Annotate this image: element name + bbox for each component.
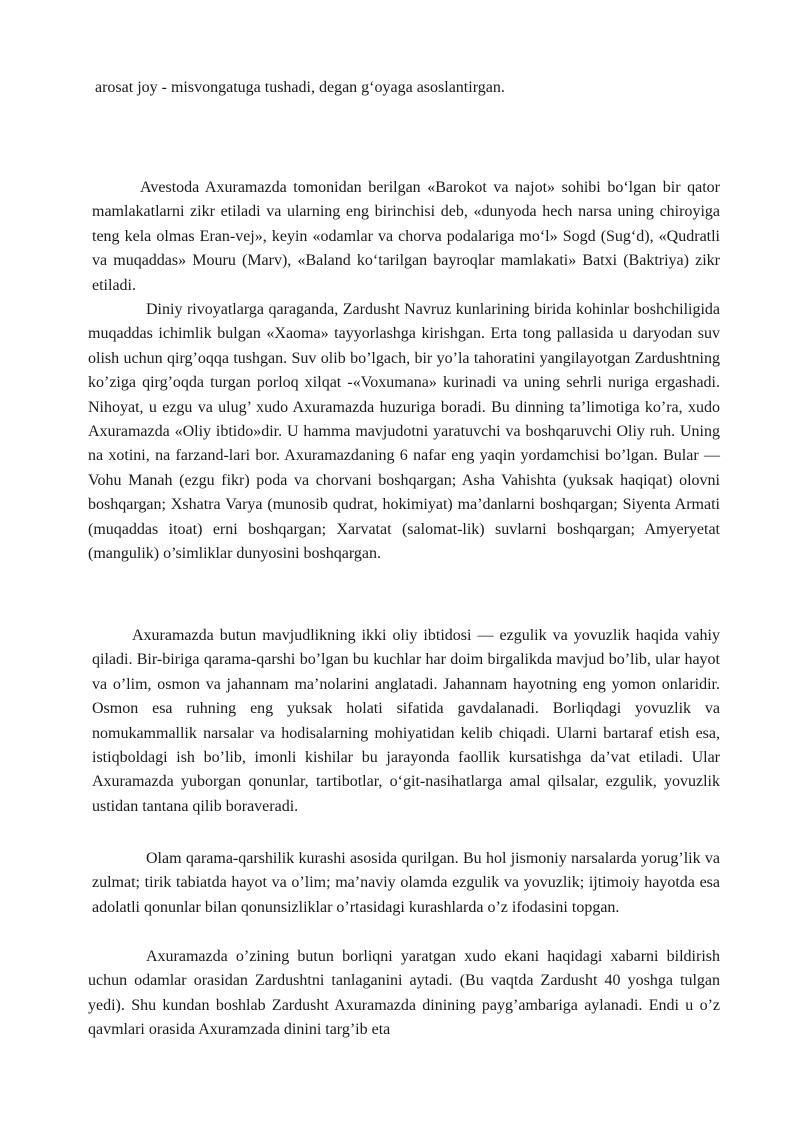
paragraph-world-struggle: Olam qarama-qarshilik kurashi asosida qurilgan. Bu hol jismoniy narsalarda yorug’lik va zulmat; tirik tabiatda hayot va o’lim; ma’naviy olamda ezgulik va yovuzlik; ijtimoiy hayotda esa adolatli qonunlar bilan qonunsizliklar o’rtasidagi kurashlarda o’z ifodasini topgan.: [92, 850, 720, 916]
paragraph-two-principles: Axuramazda butun mavjudlikning ikki oliy ibtidosi — ezgulik va yovuzlik haqida vahiy qiladi. Bir-biriga qarama-qarshi bo’lgan bu kuchlar har doim birgalikda mavjud bo’lib, ular hayot va o’lim, osmon va jahannam ma’nolarini anglatadi. Jahannam hayotning eng yomon onlaridir. Osmon esa ruhning eng yuksak holati sifatida gavdalanadi. Borliqdagi yovuzlik va nomukammallik narsalar va hodisalarning mohiyatidan kelib chiqadi. Ularni bartaraf etish esa, istiqboldagi ish bo’lib, imonli kishilar bu jarayonda faollik kursatishga da’vat etiladi. Ular Axuramazda yuborgan qonunlar, tartibotlar, o‘git-nasihatlarga amal qilsalar, ezgulik, yovuzlik ustidan tantana qilib boraveradi.: [92, 627, 720, 815]
paragraph-zardusht-legend: Diniy rivoyatlarga qaraganda, Zardusht Navruz kunlarining birida kohinlar boshchiligida muqaddas ichimlik bulgan «Xaoma» tayyorlashga kirishgan. Erta tong pallasida u daryodan suv olish uchun qirg’oqqa tushgan. Suv olib bo’lgach, bir yo’la tahoratini yangilayotgan Zardushtning ko’ziga qirg’oqda turgan porloq xilqat -«Voxumana» kurinadi va uning sehrli nuriga ergashadi. Nihoyat, u ezgu va ulug’ xudo Axuramazda huzuriga boradi. Bu dinning ta’limotiga ko’ra, xudo Axuramazda «Oliy ibtido»dir. U hamma mavjudotni yaratuvchi va boshqaruvchi Oliy ruh. Uning na xotini, na farzand-lari bor. Axuramazdaning 6 nafar eng yaqin yordamchisi bo’lgan. Bular — Vohu Manah (ezgu fikr) poda va chorvani boshqargan; Asha Vahishta (yuksak haqiqat) olovni boshqargan; Xshatra Varya (munosib qudrat, hokimiyat) ma’danlarni boshqargan; Siyenta Armati (muqaddas itoat) erni boshqargan; Xarvatat (salomat-lik) suvlarni boshqargan; Amyeryetat (mangulik) o’simliklar dunyosini boshqargan.: [88, 301, 720, 563]
paragraph-prophet: Axuramazda o’zining butun borliqni yaratgan xudo ekani haqidagi xabarni bildirish uchun odamlar orasidan Zardushtni tanlaganini aytadi. (Bu vaqtda Zardusht 40 yoshga tulgan yedi). Shu kundan boshlab Zardusht Axuramazda dinining payg’ambariga aylanadi. Endi u o’z qavmlari orasida Axuramzada dinini targ’ib eta: [88, 948, 720, 1039]
paragraph-continuation: arosat joy - misvongatuga tushadi, degan g‘oyaga asoslantirgan.: [95, 79, 505, 96]
paragraph-avesta-lands: Avestoda Axuramazda tomonidan berilgan «Barokot va najot» sohibi bo‘lgan bir qator mamlakatlarni zikr etiladi va ularning eng birinchisi deb, «dunyoda hech narsa uning chiroyiga teng kela olmas Eran-vej», keyin «odamlar va chorva podalariga mo‘l» Sogd (Sug‘d), «Qudratli va muqaddas» Mouru (Marv), «Baland ko‘tarilgan bayroqlar mamlakati» Batxi (Baktriya) zikr etiladi.: [92, 179, 720, 294]
